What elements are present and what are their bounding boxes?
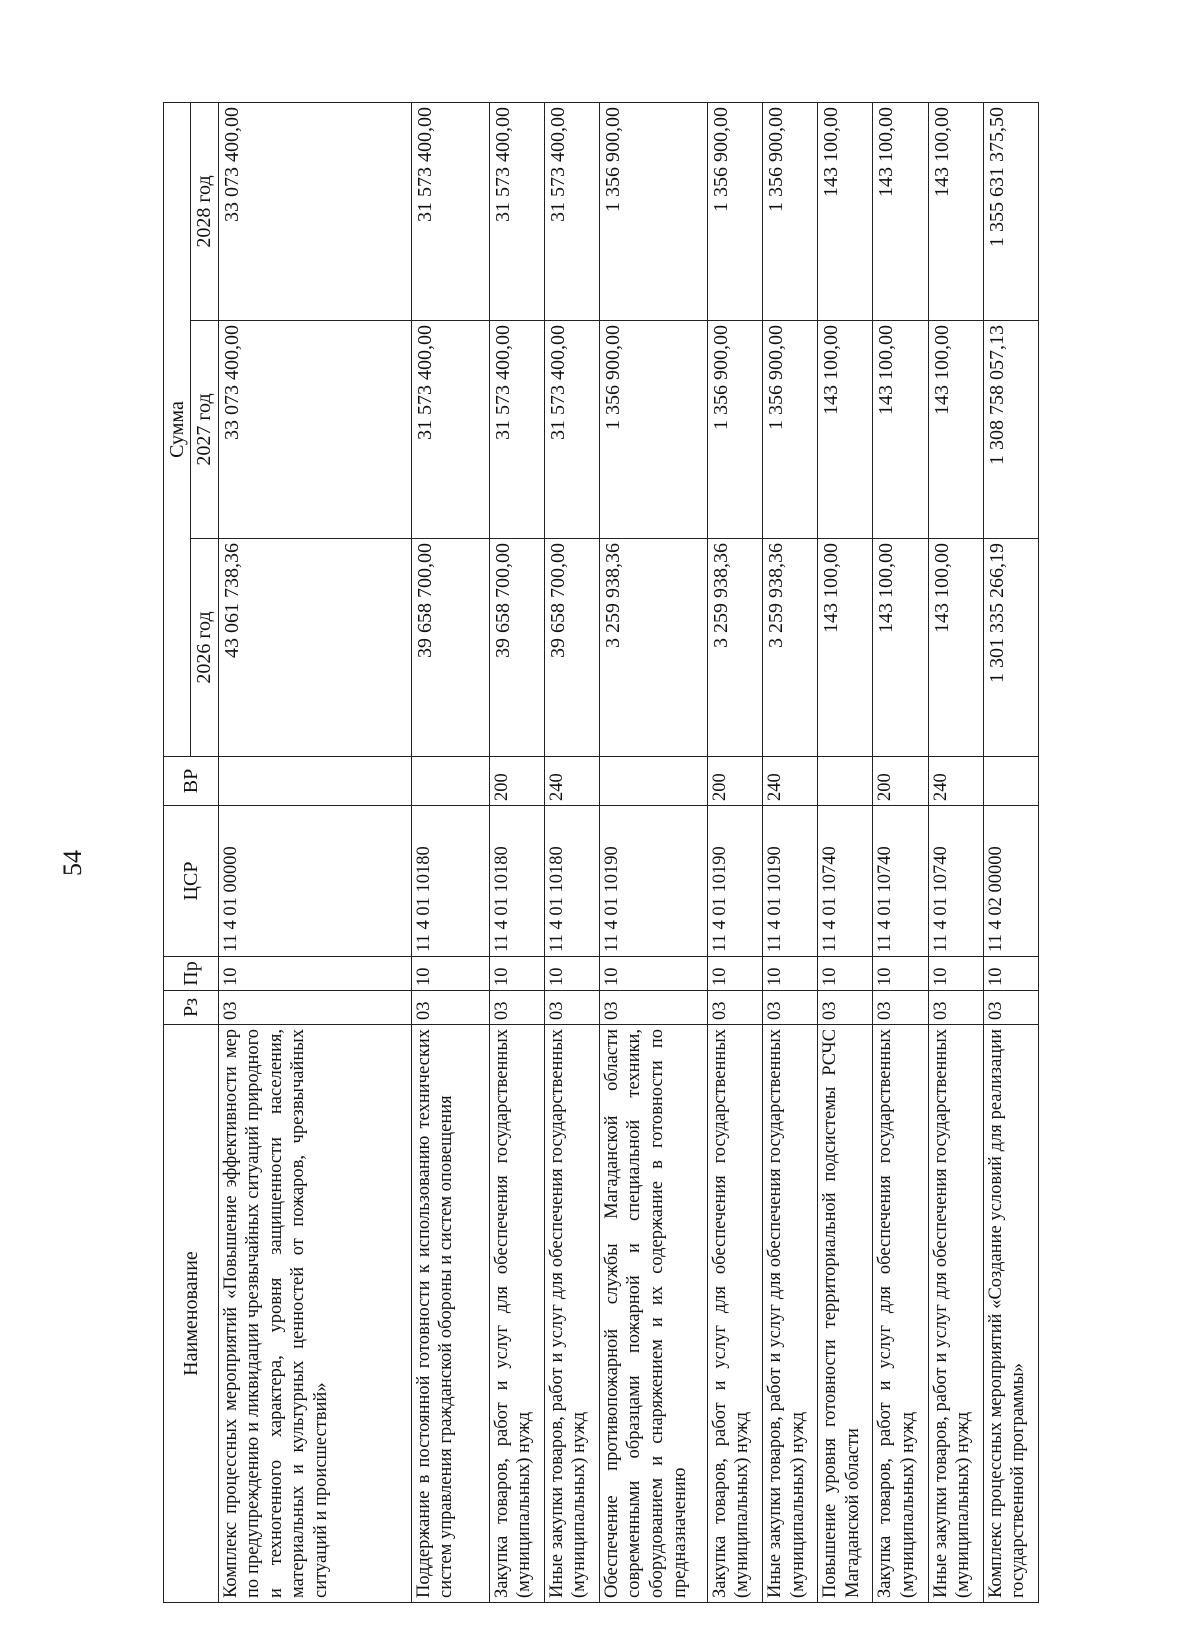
header-pr: Пр	[164, 957, 219, 991]
row-vr: 200	[489, 757, 544, 806]
row-csr: 11 4 01 10740	[928, 806, 983, 957]
table-row	[873, 102, 928, 1602]
row-amount-2026: 43 061 738,36	[218, 539, 411, 757]
header-csr: ЦСР	[164, 806, 219, 957]
row-amount-2028: 1 356 900,00	[762, 102, 817, 320]
row-amount-2028: 31 573 400,00	[411, 102, 489, 320]
row-pr: 10	[818, 957, 873, 991]
row-name: Повышение уровня готовности территориальной подсистемы РСЧС Магаданской области	[818, 1025, 873, 1603]
row-pr: 10	[928, 957, 983, 991]
row-vr	[818, 757, 873, 806]
table-row	[489, 102, 544, 1602]
table-row	[983, 102, 1038, 1602]
row-name: Комплекс процессных мероприятий «Создание условий для реализации государственной программы»	[983, 1025, 1038, 1603]
table-body	[218, 102, 1038, 1602]
row-rz: 03	[599, 991, 707, 1025]
row-csr: 11 4 01 10190	[762, 806, 817, 957]
row-vr	[411, 757, 489, 806]
row-vr	[983, 757, 1038, 806]
row-name: Иные закупки товаров, работ и услуг для обеспечения государственных (муниципальных) нужд	[762, 1025, 817, 1603]
row-amount-2026: 39 658 700,00	[489, 539, 544, 757]
table-row	[599, 102, 707, 1602]
row-amount-2028: 33 073 400,00	[218, 102, 411, 320]
row-vr: 240	[544, 757, 599, 806]
row-name: Иные закупки товаров, работ и услуг для обеспечения государственных (муниципальных) нужд	[544, 1025, 599, 1603]
row-csr: 11 4 01 10190	[707, 806, 762, 957]
row-rz: 03	[544, 991, 599, 1025]
row-amount-2027: 143 100,00	[818, 321, 873, 539]
row-name: Закупка товаров, работ и услуг для обеспечения государственных (муниципальных) нужд	[489, 1025, 544, 1603]
page-number: 54	[58, 850, 87, 876]
row-name: Закупка товаров, работ и услуг для обеспечения государственных (муниципальных) нужд	[873, 1025, 928, 1603]
row-vr: 240	[928, 757, 983, 806]
row-amount-2026: 143 100,00	[873, 539, 928, 757]
row-csr: 11 4 01 10180	[411, 806, 489, 957]
row-amount-2028: 143 100,00	[873, 102, 928, 320]
row-pr: 10	[411, 957, 489, 991]
row-amount-2026: 39 658 700,00	[411, 539, 489, 757]
row-vr	[599, 757, 707, 806]
row-rz: 03	[873, 991, 928, 1025]
row-csr: 11 4 01 10180	[489, 806, 544, 957]
row-amount-2027: 33 073 400,00	[218, 321, 411, 539]
row-rz: 03	[762, 991, 817, 1025]
header-name: Наименование	[164, 1025, 219, 1603]
row-amount-2026: 3 259 938,36	[707, 539, 762, 757]
row-amount-2027: 143 100,00	[873, 321, 928, 539]
row-pr: 10	[218, 957, 411, 991]
row-rz: 03	[707, 991, 762, 1025]
row-amount-2028: 1 356 900,00	[599, 102, 707, 320]
row-amount-2026: 3 259 938,36	[762, 539, 817, 757]
row-pr: 10	[707, 957, 762, 991]
header-2027: 2027 год	[191, 321, 218, 539]
header-2026: 2026 год	[191, 539, 218, 757]
row-pr: 10	[873, 957, 928, 991]
row-name: Закупка товаров, работ и услуг для обеспечения государственных (муниципальных) нужд	[707, 1025, 762, 1603]
row-vr: 240	[762, 757, 817, 806]
row-rz: 03	[818, 991, 873, 1025]
row-amount-2027: 1 356 900,00	[707, 321, 762, 539]
row-amount-2026: 143 100,00	[818, 539, 873, 757]
row-csr: 11 4 01 10180	[544, 806, 599, 957]
row-amount-2028: 31 573 400,00	[489, 102, 544, 320]
row-amount-2028: 143 100,00	[928, 102, 983, 320]
row-rz: 03	[983, 991, 1038, 1025]
row-csr: 11 4 02 00000	[983, 806, 1038, 957]
row-name: Поддержание в постоянной готовности к использованию технических систем управления гражданской обороны и систем оповещения	[411, 1025, 489, 1603]
row-amount-2026: 3 259 938,36	[599, 539, 707, 757]
row-amount-2028: 1 355 631 375,50	[983, 102, 1038, 320]
table-row	[818, 102, 873, 1602]
row-amount-2027: 1 356 900,00	[599, 321, 707, 539]
row-name: Иные закупки товаров, работ и услуг для обеспечения государственных (муниципальных) нужд	[928, 1025, 983, 1603]
budget-table	[163, 102, 1039, 1603]
row-csr: 11 4 01 10740	[873, 806, 928, 957]
row-amount-2027: 31 573 400,00	[489, 321, 544, 539]
row-csr: 11 4 01 00000	[218, 806, 411, 957]
row-amount-2027: 31 573 400,00	[544, 321, 599, 539]
table-row	[762, 102, 817, 1602]
row-csr: 11 4 01 10190	[599, 806, 707, 957]
table-row	[544, 102, 599, 1602]
table-row	[928, 102, 983, 1602]
row-rz: 03	[218, 991, 411, 1025]
row-pr: 10	[762, 957, 817, 991]
budget-table-rotated	[163, 103, 1039, 1603]
table-row	[411, 102, 489, 1602]
row-amount-2026: 1 301 335 266,19	[983, 539, 1038, 757]
table-row	[218, 102, 411, 1602]
row-pr: 10	[599, 957, 707, 991]
table-row	[707, 102, 762, 1602]
header-sum: Сумма	[164, 102, 191, 756]
row-vr: 200	[707, 757, 762, 806]
row-name: Комплекс процессных мероприятий «Повышение эффективности мер по предупреждению и ликвидации чрезвычайных ситуаций природного и техногенного характера, уровня защищенности населения, материальных и культурных ценностей от пожаров, чрезвычайных ситуаций и происшествий»	[218, 1025, 411, 1603]
row-amount-2027: 31 573 400,00	[411, 321, 489, 539]
header-vr: ВР	[164, 757, 219, 806]
row-amount-2027: 1 308 758 057,13	[983, 321, 1038, 539]
header-2028: 2028 год	[191, 102, 218, 320]
row-rz: 03	[411, 991, 489, 1025]
row-pr: 10	[489, 957, 544, 991]
row-rz: 03	[928, 991, 983, 1025]
row-amount-2028: 1 356 900,00	[707, 102, 762, 320]
header-rz: Рз	[164, 991, 219, 1025]
row-vr: 200	[873, 757, 928, 806]
row-amount-2027: 143 100,00	[928, 321, 983, 539]
row-csr: 11 4 01 10740	[818, 806, 873, 957]
row-amount-2026: 143 100,00	[928, 539, 983, 757]
row-rz: 03	[489, 991, 544, 1025]
row-amount-2028: 143 100,00	[818, 102, 873, 320]
row-amount-2026: 39 658 700,00	[544, 539, 599, 757]
row-amount-2027: 1 356 900,00	[762, 321, 817, 539]
row-name: Обеспечение противопожарной службы Магаданской области современными образцами пожарной и специальной техники, оборудованием и снаряжением и их содержание в готовности по предназначению	[599, 1025, 707, 1603]
row-pr: 10	[983, 957, 1038, 991]
row-amount-2028: 31 573 400,00	[544, 102, 599, 320]
row-pr: 10	[544, 957, 599, 991]
row-vr	[218, 757, 411, 806]
